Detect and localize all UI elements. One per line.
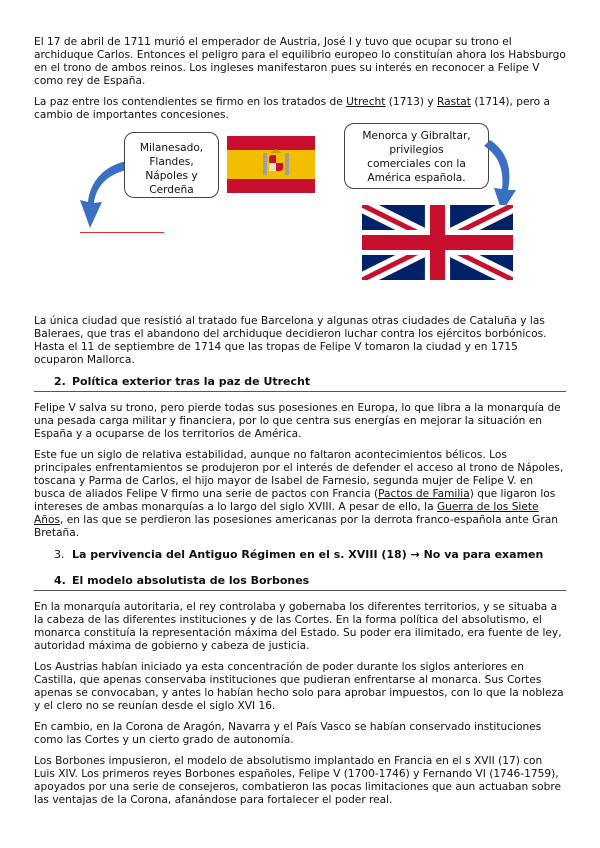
intro-paragraph-2 bbox=[34, 96, 566, 122]
pactos-de-familia-link[interactable]: Pactos de Familia bbox=[378, 488, 470, 500]
section-title: Política exterior tras la paz de Utrecht bbox=[72, 375, 311, 388]
uk-flag-image bbox=[362, 205, 513, 280]
section-2-paragraph-2 bbox=[34, 449, 566, 540]
left-callout bbox=[124, 132, 219, 198]
section-number: 2. bbox=[54, 375, 66, 388]
left-callout-line: Nápoles y bbox=[145, 170, 198, 182]
section-4-paragraph-1: En la monarquía autoritaria, el rey controlaba y gobernaba los diferentes territorios, y se situaba a la cabeza de las diferentes instituciones y de las Cortes. En la forma política del absolutismo, el monarca constituía la representación máxima del Estado. Su poder era ilimitado, era fuente de ley, autoridad máxima de gobierno y cabeza de justicia. bbox=[34, 601, 562, 652]
document-page bbox=[34, 36, 566, 815]
left-callout-line: Cerdeña bbox=[149, 184, 194, 196]
right-callout-line: América española. bbox=[367, 172, 466, 184]
section-number: 4. bbox=[54, 574, 66, 587]
text-run: (1714), pero a cambio de importantes concesiones. bbox=[34, 96, 551, 121]
text-run: (1713) y bbox=[385, 96, 438, 108]
section-4-paragraph-2: Los Austrias habían iniciado ya esta concentración de poder durante los siglos anteriores en Castilla, que apenas conservaba instituciones que pudieran enfrentarse al monarca. Sus Cortes apenas se convocaban, y antes lo habían hecho solo para aprobar impuestos, con lo que la nobleza y el clero no se reunían desde el siglo XVI 16. bbox=[34, 661, 564, 712]
text-run: ) que ligaron los intereses de ambas monarquías a lo largo del siglo XVIII. A pesar de ello, la bbox=[34, 488, 556, 513]
section-number: 3. bbox=[54, 548, 65, 561]
section-2-paragraph-1: Felipe V salva su trono, pero pierde todas sus posesiones en Europa, lo que libra a la monarquía de una pesada carga militar y financiera, por lo que centra sus energías en mejorar la situación en España y a ocuparse de los territorios de América. bbox=[34, 402, 561, 440]
left-callout-line: Milanesado, bbox=[139, 142, 204, 154]
right-callout-line: comerciales con la bbox=[367, 158, 466, 170]
right-callout-line: privilegios bbox=[389, 144, 444, 156]
section-title: El modelo absolutista de los Borbones bbox=[72, 574, 310, 587]
right-callout bbox=[344, 123, 489, 189]
intro-paragraph-1: El 17 de abril de 1711 murió el emperador de Austria, José I y tuvo que ocupar su trono el archiduque Carlos. Entonces el peligro para el equilibrio europeo lo constituían ahora los Habsburgo en el trono de ambos reinos. Los ingleses manifestaron pues su interés en reconocer a Felipe V como rey de España. bbox=[34, 36, 566, 87]
barcelona-paragraph: La única ciudad que resistió al tratado fue Barcelona y algunas otras ciudades de Cataluña y las Baleraes, que tras el abandono del archiduque decidieron luchar contra los ejércitos borbónicos. Hasta el 11 de septiembre de 1714 que las tropas de Felipe V tomaron la ciudad y en 1715 ocuparon Mallorca. bbox=[34, 315, 547, 366]
text-run: , en las que se perdieron las posesiones americanas por la derrota franco-española ante Gran Bretaña. bbox=[34, 514, 558, 539]
red-underline bbox=[80, 232, 164, 233]
text-run: Este fue un siglo de relativa estabilidad, aunque no faltaron acontecimientos bélicos. Los principales enfrentamientos se produjeron por el interés de defender el acceso al trono de Nápoles, toscana y Parma de Carlos, el hijo mayor de Isabel de Farnesio, segunda mujer de Felipe V. en busca de aliados Felipe V firmo una serie de pactos con Francia ( bbox=[34, 449, 564, 500]
section-title: La pervivencia del Antiguo Régimen en el s. XVIII (18) → No va para examen bbox=[72, 548, 544, 561]
text-run: La paz entre los contendientes se firmo en los tratados de bbox=[34, 96, 347, 108]
section-4-paragraph-3: En cambio, en la Corona de Aragón, Navarra y el País Vasco se habían conservado instituciones como las Cortes y un cierto grado de autonomía. bbox=[34, 721, 542, 746]
left-callout-line: Flandes, bbox=[149, 156, 194, 168]
section-4-heading bbox=[34, 574, 566, 591]
utrecht-link[interactable]: Utrecht bbox=[346, 96, 386, 108]
section-2-heading bbox=[34, 375, 566, 392]
section-3-heading bbox=[34, 548, 566, 564]
treaty-diagram bbox=[34, 130, 566, 305]
rastat-link[interactable]: Rastat bbox=[437, 96, 471, 108]
spain-flag-image bbox=[227, 136, 315, 193]
guerra-siete-anos-link[interactable]: Guerra de los Siete Años bbox=[34, 501, 539, 526]
section-4-paragraph-4: Los Borbones impusieron, el modelo de absolutismo implantado en Francia en el s XVII (17) con Luis XIV. Los primeros reyes Borbones españoles, Felipe V (1700-1746) y Fernando VI (1746-1759), apoyados por una serie de consejeros, combatieron las pocas limitaciones que aun actuaban sobre las ventajas de la Corona, afanándose para fortalecer el poder real. bbox=[34, 755, 561, 806]
right-callout-line: Menorca y Gibraltar, bbox=[362, 130, 471, 142]
